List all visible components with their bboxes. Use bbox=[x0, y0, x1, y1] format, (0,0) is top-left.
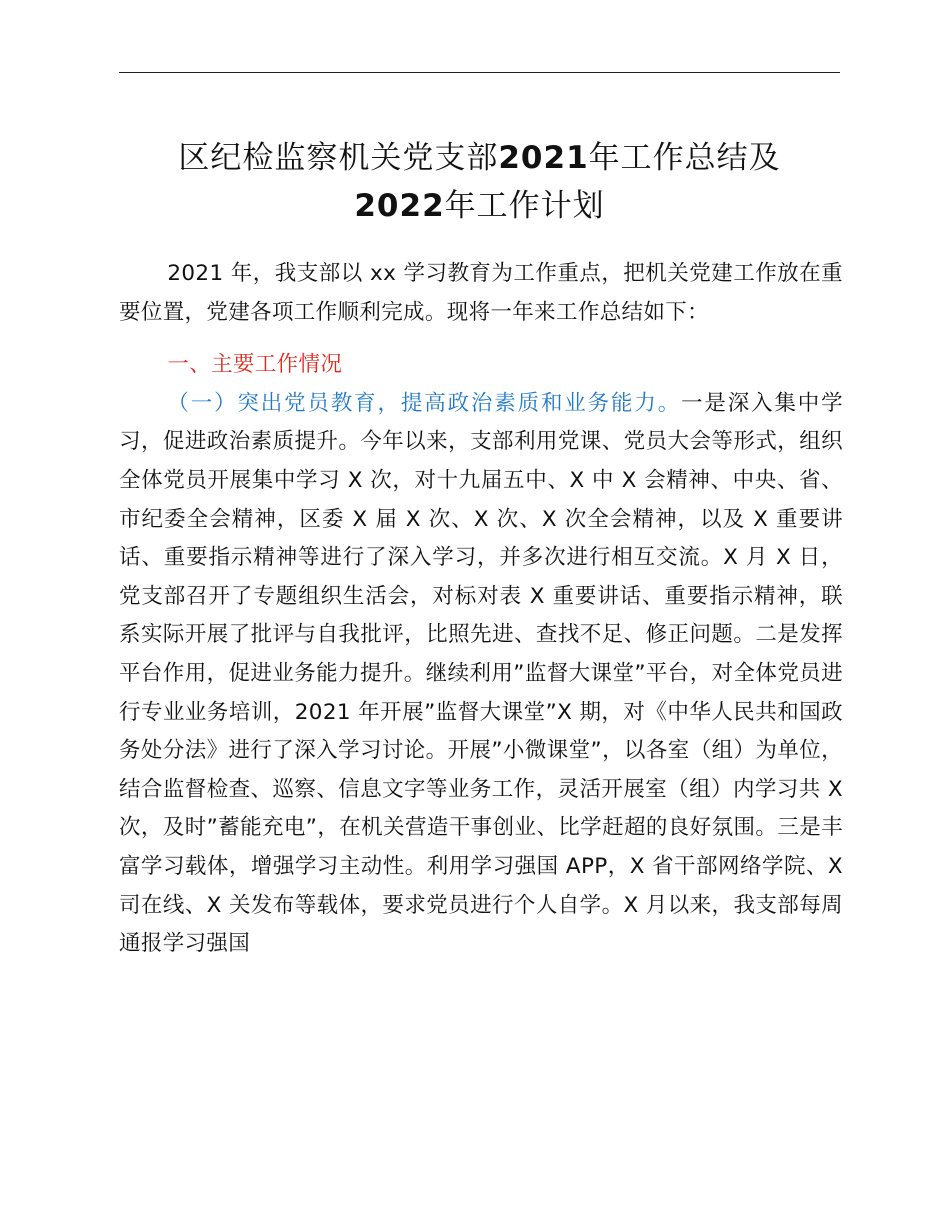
subsection-heading-party-education: （一）突出党员教育，提高政治素质和业务能力。 bbox=[167, 390, 682, 416]
title-year-2022: 2022 bbox=[354, 188, 445, 224]
document-body bbox=[119, 255, 843, 964]
title-part3: 年工作计划 bbox=[444, 188, 605, 224]
title-part2: 年工作总结及 bbox=[588, 140, 781, 176]
header-rule bbox=[119, 72, 840, 73]
subsection-paragraph bbox=[119, 385, 843, 964]
section-heading-main-work: 一、主要工作情况 bbox=[167, 352, 343, 378]
document-title bbox=[119, 134, 840, 230]
subsection-body-text: 一是深入集中学习，促进政治素质提升。今年以来，支部利用党课、党员大会等形式，组织全体党员开展集中学习 X 次，对十九届五中、X 中 X 会精神、中央、省、市纪委全会精神，区委 X 届 X 次、X 次、X 次全会精神，以及 X 重要讲话、重要指示精神等进行了深入学习，并多次进行相互交流。X 月 X 日，党支部召开了专题组织生活会，对标对表 X 重要讲话、重要指示精神，联系实际开展了批评与自我批评，比照先进、查找不足、修正问题。二是发挥平台作用，促进业务能力提升。继续利用”监督大课堂”平台，对全体党员进行专业业务培训，2021 年开展”监督大课堂”X 期，对《中华人民共和国政务处分法》进行了深入学习讨论。开展”小微课堂”，以各室（组）为单位，结合监督检查、巡察、信息文字等业务工作，灵活开展室（组）内学习共 X 次，及时”蓄能充电”，在机关营造干事创业、比学赶超的良好氛围。三是丰富学习载体，增强学习主动性。利用学习强国 APP，X 省干部网络学院、X 司在线、X 关发布等载体，要求党员进行个人自学。X 月以来，我支部每周通报学习强国 bbox=[119, 390, 844, 957]
intro-paragraph: 2021 年，我支部以 xx 学习教育为工作重点，把机关党建工作放在重要位置，党建各项工作顺利完成。现将一年来工作总结如下： bbox=[119, 261, 843, 325]
title-part1: 区纪检监察机关党支部 bbox=[178, 140, 499, 176]
title-year-2021: 2021 bbox=[498, 140, 589, 176]
